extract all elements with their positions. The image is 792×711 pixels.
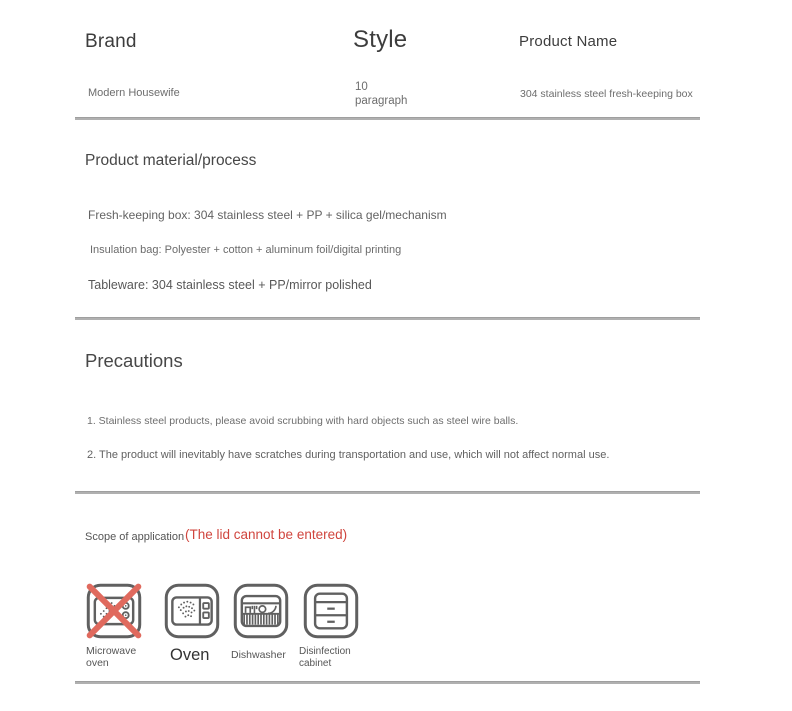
style-value: 10 paragraph	[355, 81, 408, 107]
precaution-line: 1. Stainless steel products, please avoid scrubbing with hard objects such as steel wire balls.	[87, 415, 519, 427]
style-heading: Style	[353, 26, 408, 53]
section-divider	[75, 117, 700, 120]
section-divider	[75, 681, 700, 684]
oven-label: Oven	[170, 646, 210, 664]
disinfection-cabinet-icon	[302, 582, 360, 640]
precautions-section-title: Precautions	[85, 350, 183, 371]
section-divider	[75, 491, 700, 494]
dishwasher-icon	[232, 582, 290, 640]
disinfection-cabinet-label: Disinfection cabinet	[299, 646, 351, 669]
material-section-title: Product material/process	[85, 152, 257, 169]
prohibited-x-icon	[90, 587, 139, 636]
microwave-oven-label: Microwave oven	[86, 645, 137, 669]
brand-heading: Brand	[85, 31, 137, 52]
material-line: Tableware: 304 stainless steel + PP/mirror polished	[88, 278, 372, 292]
dishwasher-label: Dishwasher	[231, 649, 286, 661]
brand-value: Modern Housewife	[88, 87, 180, 99]
scope-of-application-label: Scope of application	[85, 531, 185, 543]
material-line: Insulation bag: Polyester + cotton + aluminum foil/digital printing	[90, 244, 402, 256]
product-name-value: 304 stainless steel fresh-keeping box	[520, 88, 693, 100]
lid-warning-text: (The lid cannot be entered)	[185, 527, 348, 542]
product-name-heading: Product Name	[519, 33, 618, 50]
material-line: Fresh-keeping box: 304 stainless steel + PP + silica gel/mechanism	[88, 208, 447, 222]
section-divider	[75, 317, 700, 320]
oven-icon	[163, 582, 221, 640]
precaution-line: 2. The product will inevitably have scratches during transportation and use, which will not affect normal use.	[87, 449, 610, 461]
microwave-oven-icon	[85, 582, 143, 640]
